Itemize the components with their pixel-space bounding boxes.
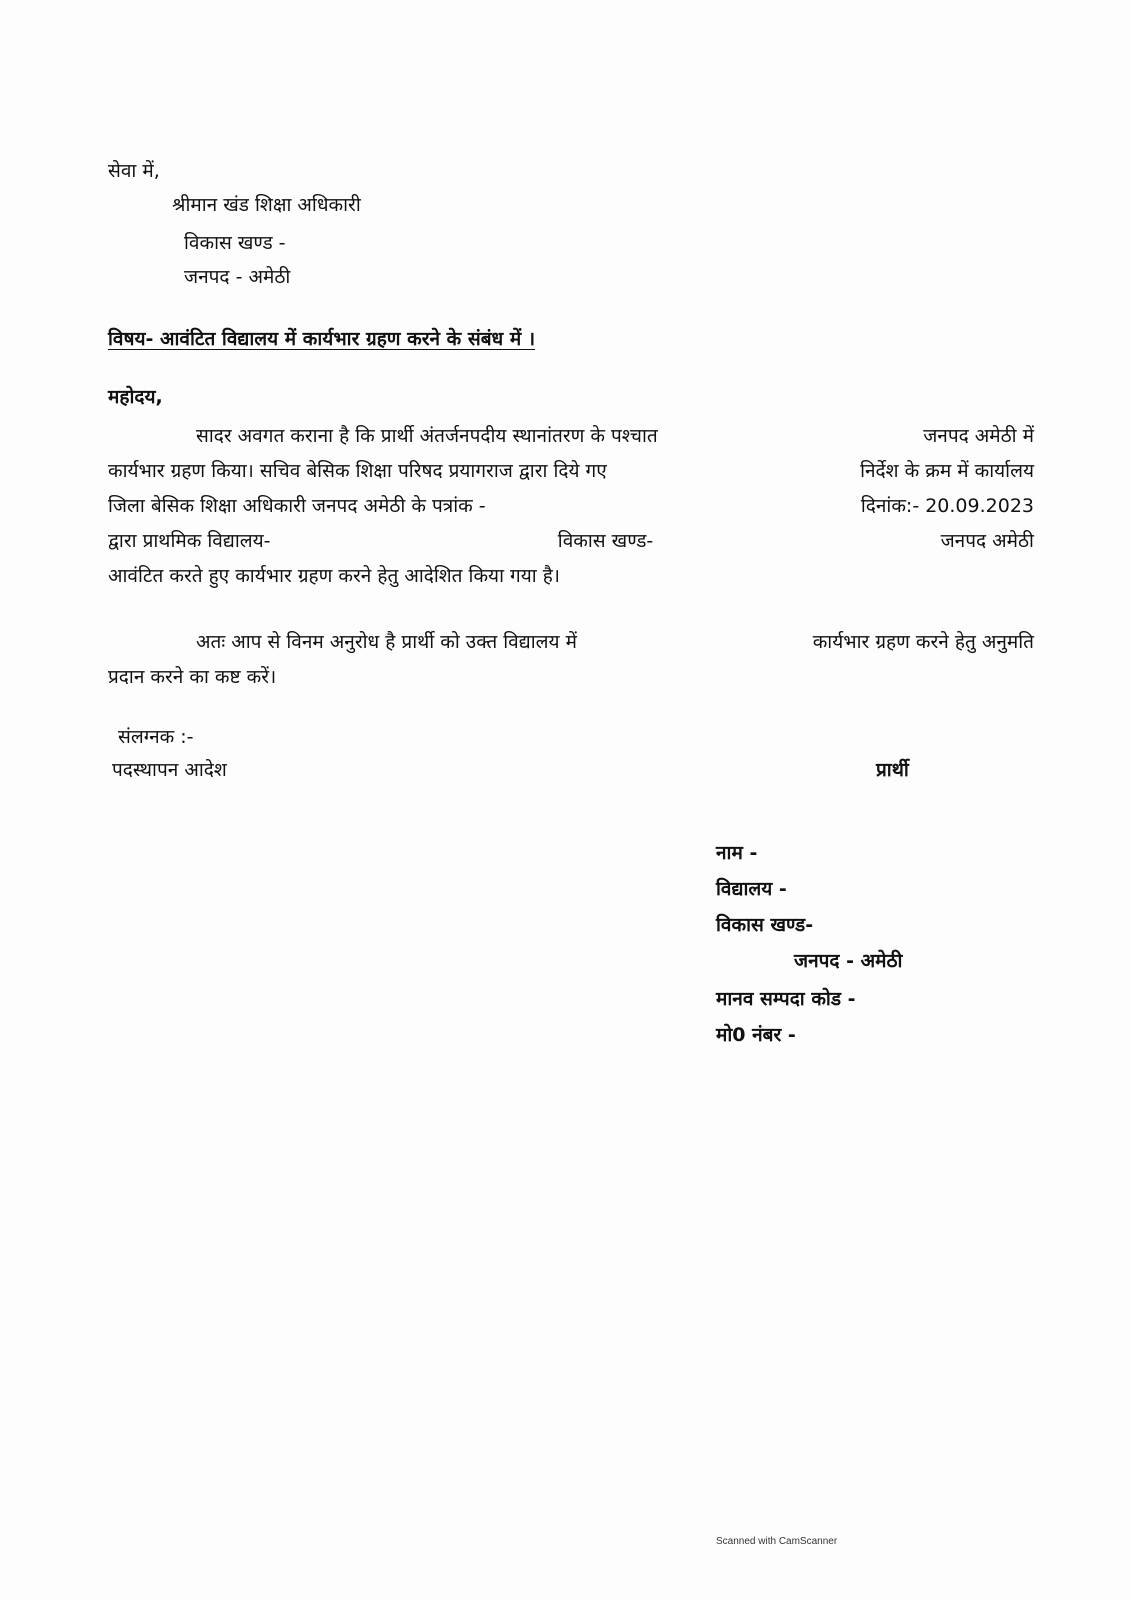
recipient-title: श्रीमान खंड शिक्षा अधिकारी bbox=[172, 194, 361, 216]
scanner-watermark: Scanned with CamScanner bbox=[716, 1536, 838, 1547]
paragraph1-block-blank: विकास खण्ड- bbox=[557, 530, 654, 552]
signature-school: विद्यालय - bbox=[716, 878, 787, 900]
paragraph1-line1 bbox=[196, 419, 1034, 454]
paragraph1-line3-text: जिला बेसिक शिक्षा अधिकारी जनपद अमेठी के पत्रांक - bbox=[108, 495, 486, 517]
attachment-label: संलग्नक :- bbox=[118, 726, 194, 748]
paragraph2-line1-end: कार्यभार ग्रहण करने हेतु अनुमति bbox=[812, 631, 1034, 653]
paragraph2-line2: प्रदान करने का कष्ट करें। bbox=[108, 666, 277, 688]
paragraph2-line1 bbox=[196, 625, 1034, 660]
applicant-label: प्रार्थी bbox=[876, 759, 909, 781]
signature-name: नाम - bbox=[716, 842, 758, 864]
signature-block: विकास खण्ड- bbox=[716, 914, 814, 936]
letter-subject: विषय- आवंटित विद्यालय में कार्यभार ग्रहण करने के संबंध में । bbox=[108, 328, 536, 350]
paragraph1-line1-end: जनपद अमेठी में bbox=[923, 425, 1034, 447]
paragraph1-line2 bbox=[108, 454, 1034, 489]
recipient-district: जनपद - अमेठी bbox=[184, 266, 291, 288]
recipient-block: विकास खण्ड - bbox=[184, 232, 286, 254]
paragraph1-line3 bbox=[108, 489, 1034, 524]
paragraph1-line2-end: निर्देश के क्रम में कार्यालय bbox=[860, 460, 1034, 482]
attachment-item: पदस्थापन आदेश bbox=[112, 759, 227, 781]
signature-mobile: मो0 नंबर - bbox=[716, 1024, 796, 1046]
paragraph1-line5: आवंटित करते हुए कार्यभार ग्रहण करने हेतु आदेशित किया गया है। bbox=[108, 565, 561, 587]
signature-hr-code: मानव सम्पदा कोड - bbox=[716, 988, 856, 1010]
paragraph1-line2-text: कार्यभार ग्रहण किया। सचिव बेसिक शिक्षा परिषद प्रयागराज द्वारा दिये गए bbox=[108, 460, 607, 482]
paragraph1-line1-text: सादर अवगत कराना है कि प्रार्थी अंतर्जनपदीय स्थानांतरण के पश्चात bbox=[196, 425, 658, 447]
paragraph1-line4 bbox=[108, 524, 1034, 559]
signature-district: जनपद - अमेठी bbox=[794, 950, 903, 972]
salutation-to: सेवा में, bbox=[108, 160, 160, 182]
paragraph1-district: जनपद अमेठी bbox=[940, 530, 1034, 552]
letter-date: दिनांक:- 20.09.2023 bbox=[860, 495, 1034, 517]
greeting: महोदय, bbox=[108, 386, 163, 408]
paragraph2-line1-text: अतः आप से विनम अनुरोध है प्रार्थी को उक्त विद्यालय में bbox=[196, 631, 577, 653]
paragraph1-school-blank: द्वारा प्राथमिक विद्यालय- bbox=[108, 530, 271, 552]
